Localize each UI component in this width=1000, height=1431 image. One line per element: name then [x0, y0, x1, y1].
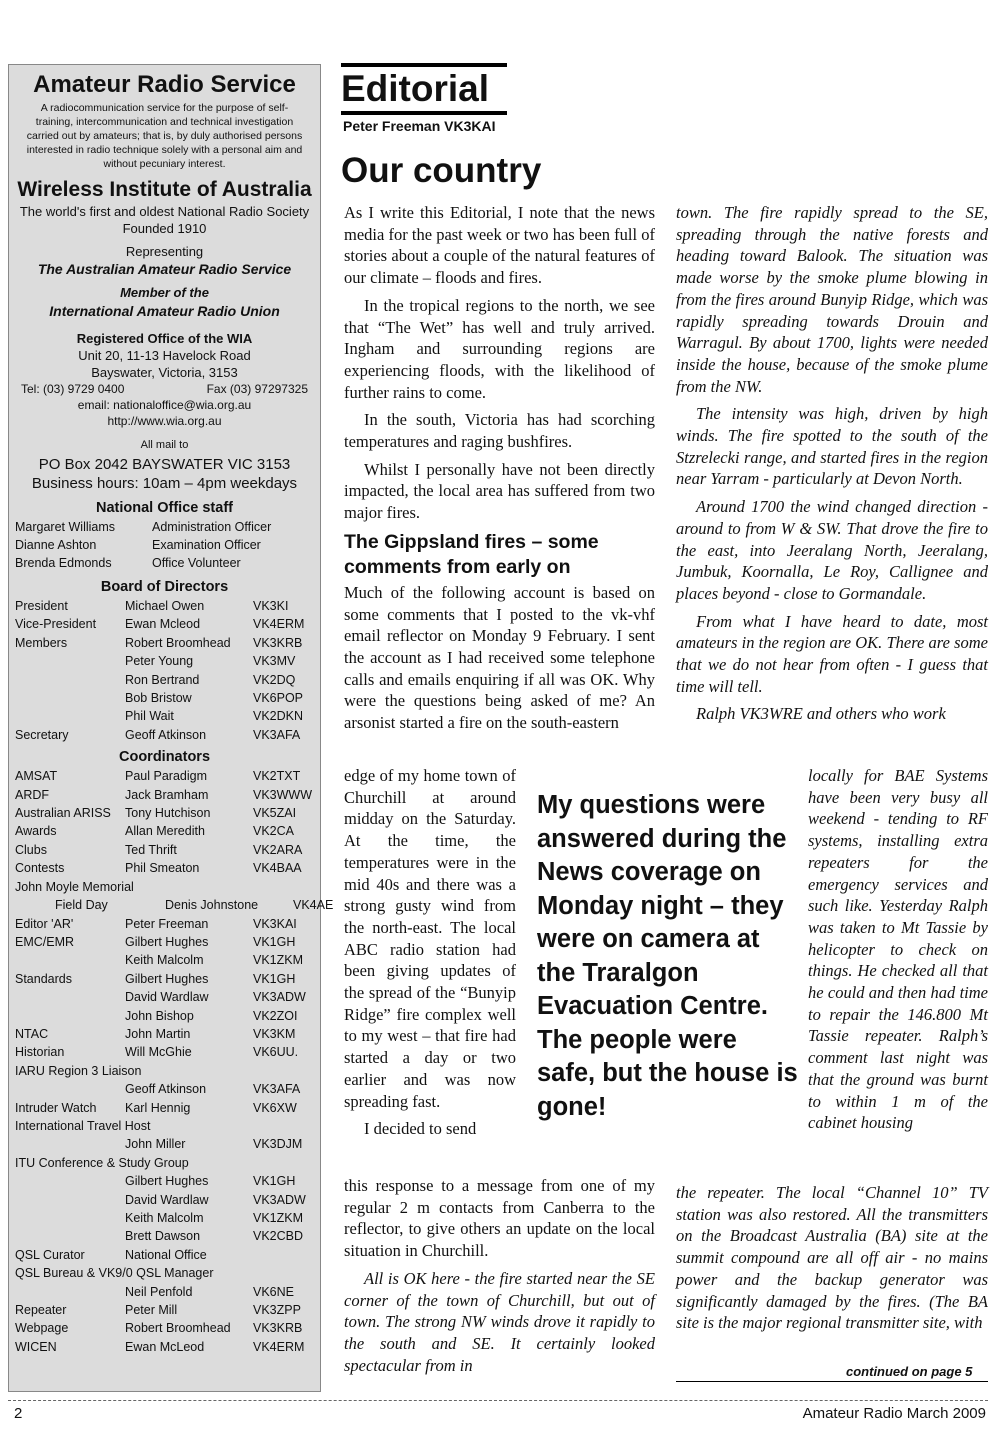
callsign: VK2CBD: [253, 1229, 304, 1244]
coordinators-heading: Coordinators: [118, 749, 211, 766]
callsign: VK2DQ: [253, 672, 296, 687]
callsign: VK5ZAI: [253, 806, 297, 821]
person-name: Gilbert Hughes: [125, 934, 209, 949]
paragraph: Much of the following account is based on some comments that I posted to the vk-vhf email reflector on Monday 9 February. I sent the account as I had received some telephone calls and emails enquiring if all was OK. Why were the questions being asked of me? An arsonist started a fire on the south-eastern: [344, 582, 655, 733]
paragraph: From what I have heard to date, most amateurs in the region are OK. There are some that we do not hear from often - I guess that time will tell.: [676, 611, 988, 696]
wia-name: Wireless Institute of Australia: [17, 178, 312, 201]
directory-row: [15, 1135, 314, 1153]
directory-row: [15, 1227, 314, 1245]
person-name: Ted Thrift: [125, 842, 177, 857]
directory-row: [15, 707, 314, 725]
pull-quote: My questions were answered during the News coverage on Monday night – they were on camera at the Traralgon Evacuation Centre. The people were safe, but the house is gone!: [537, 791, 798, 1121]
role-label: NTAC: [15, 1026, 49, 1041]
directory-row: [15, 634, 314, 652]
article-column-2-bottom: the repeater. The local “Channel 10” TV station was also restored. All the transmitters on the Broadcast Australia (BA) site at the summit compound are all off air - no mains power and the backup generator was significantly damaged by the fires. (The BA site is the major regional transmitter site, with: [676, 1183, 988, 1333]
directory-row: [15, 951, 314, 969]
directory-row: [15, 1338, 314, 1356]
person-name: Peter Freeman: [125, 916, 209, 931]
callsign: VK3KRB: [253, 635, 303, 650]
callsign: VK4ERM: [253, 617, 305, 632]
directory-row: [15, 652, 314, 670]
person-name: Robert Broomhead: [125, 635, 231, 650]
person-name: Gilbert Hughes: [125, 1174, 209, 1189]
article-column-1: [344, 202, 655, 740]
article-column-1-narrow: [344, 765, 516, 1140]
role-label: [15, 988, 125, 1006]
role-label: [15, 1209, 125, 1227]
directory-row: [15, 1025, 314, 1043]
article-column-2: [676, 202, 988, 731]
role-label: Standards: [15, 971, 72, 986]
sidebar-title: Amateur Radio Service: [33, 71, 296, 98]
coordinators-list: [15, 767, 334, 1356]
callsign: VK6NE: [253, 1284, 294, 1299]
person-name: Will McGhie: [125, 1045, 192, 1060]
office-title: Registered Office of the WIA: [76, 331, 253, 346]
wia-founded: Founded 1910: [122, 221, 207, 236]
paragraph: The intensity was high, driven by high winds. The fire spotted to the south of the Stzrelecki range, and started fires in the region near Yarram - particularly at Devon North.: [676, 404, 988, 489]
role-label: John Moyle Memorial: [15, 879, 134, 894]
directory-row: [15, 726, 314, 744]
role-label: Editor 'AR': [15, 916, 74, 931]
person-name: Ewan McLeod: [125, 1339, 205, 1354]
publication-title: Amateur Radio March 2009: [802, 1405, 986, 1422]
role-label: WICEN: [15, 1339, 57, 1354]
member-of-label: Member of the: [120, 285, 209, 300]
person-name: Brett Dawson: [125, 1229, 201, 1244]
directory-row: [15, 841, 314, 859]
paragraph: this response to a message from one of my regular 2 m contacts from Canberra to the reflector, to give others an update on the local situation in Churchill.: [344, 1176, 655, 1261]
directory-row: [15, 1301, 314, 1319]
person-name: Robert Broomhead: [125, 1321, 231, 1336]
service-name: The Australian Amateur Radio Service: [37, 261, 292, 277]
article-subheading: The Gippsland fires – some comments from early on: [344, 530, 599, 578]
po-box: PO Box 2042 BAYSWATER VIC 3153: [38, 456, 291, 473]
person-name: David Wardlaw: [125, 990, 209, 1005]
paragraph: Around 1700 the wind changed direction - around to from W & SW. That drove the fire to the east, into Jeeralang North, Jeeralang, Jumbuk, Koornalla, Le Roy, Callignee and places beyond - close to Gormandale.: [676, 497, 988, 603]
callsign: VK2ARA: [253, 842, 303, 857]
directory-row: [15, 1043, 314, 1061]
person-name: Michael Owen: [125, 599, 205, 613]
person-name: National Office: [125, 1247, 207, 1262]
person-name: Tony Hutchison: [125, 806, 211, 821]
role-label: Intruder Watch: [15, 1100, 97, 1115]
directory-row: [15, 671, 314, 689]
person-name: John Martin: [125, 1026, 191, 1041]
callsign: VK6POP: [253, 691, 304, 706]
role-label: Examination Officer: [152, 538, 261, 552]
directory-row: [15, 1007, 314, 1025]
paragraph: Ralph VK3WRE and others who work: [696, 704, 946, 724]
paragraph: In the tropical regions to the north, we see that “The Wet” has well and truly arrived. Ingham and surrounding regions are experiencing floods, with the likelihood of further rains to come.: [344, 295, 655, 402]
directory-row: [15, 915, 314, 933]
role-label: Clubs: [15, 842, 47, 857]
role-label: [15, 951, 125, 969]
person-name: Brenda Edmonds: [15, 556, 112, 570]
article-headline: Our country: [341, 151, 542, 190]
role-label: [15, 1172, 125, 1190]
role-label: Repeater: [15, 1303, 67, 1318]
role-label: ITU Conference & Study Group: [15, 1155, 189, 1170]
role-label: Secretary: [15, 727, 69, 742]
directory-row: [15, 1062, 314, 1080]
staff-heading: National Office staff: [96, 500, 233, 516]
callsign: VK3WWW: [253, 787, 313, 802]
directory-row: [15, 896, 334, 914]
directory-row: [15, 1209, 314, 1227]
section-header: [341, 63, 507, 115]
byline: Peter Freeman VK3KAI: [343, 118, 496, 134]
directory-row: [15, 988, 314, 1006]
person-name: Margaret Williams: [15, 520, 116, 534]
email-address[interactable]: email: nationaloffice@wia.org.au: [77, 398, 252, 412]
directory-row: [15, 597, 314, 615]
phone-number: Tel: (03) 9729 0400: [21, 382, 125, 396]
sidebar-info-box: [8, 64, 334, 1392]
address-line-2: Bayswater, Victoria, 3153: [91, 365, 238, 380]
person-name: David Wardlaw: [125, 1192, 209, 1207]
callsign: VK6XW: [253, 1100, 297, 1115]
person-name: John Bishop: [125, 1008, 194, 1023]
directory-row: [15, 1283, 314, 1301]
directory-row: [15, 1080, 314, 1098]
callsign: VK3KRB: [253, 1321, 303, 1336]
footer-divider: [8, 1400, 988, 1401]
role-label: [15, 707, 125, 725]
paragraph: I decided to send: [364, 1119, 477, 1139]
directory-row: [15, 1154, 314, 1172]
directory-row: [15, 554, 314, 572]
role-label: ARDF: [15, 787, 50, 802]
directory-row: [15, 689, 314, 707]
role-label: EMC/EMR: [15, 934, 75, 949]
callsign: VK3AFA: [253, 727, 301, 742]
person-name: Geoff Atkinson: [125, 1082, 207, 1097]
callsign: VK3ZPP: [253, 1303, 301, 1318]
role-label: Field Day: [55, 898, 108, 913]
board-heading: Board of Directors: [100, 579, 229, 595]
person-name: Phil Smeaton: [125, 861, 200, 876]
web-address[interactable]: http://www.wia.org.au: [107, 414, 222, 428]
divider: [676, 1381, 988, 1382]
role-label: International Travel Host: [15, 1118, 151, 1133]
callsign: VK1GH: [253, 971, 296, 986]
directory-row: [15, 518, 314, 536]
role-label: [15, 1191, 125, 1209]
person-name: Karl Hennig: [125, 1100, 191, 1115]
role-label: [15, 1080, 125, 1098]
callsign: VK1ZKM: [253, 1211, 304, 1225]
role-label: [15, 1227, 125, 1245]
callsign: VK4AE: [293, 898, 334, 913]
callsign: VK1GH: [253, 934, 296, 949]
role-label: Contests: [15, 861, 65, 876]
directory-row: [15, 1191, 314, 1209]
paragraph: Whilst I personally have not been directly impacted, the local area has suffered from two major fires.: [344, 459, 655, 523]
paragraph: town. The fire rapidly spread to the SE, spreading through the native forests and heading toward Balook. The situation was made worse by the smoke plume blowing in from the fires around Bunyip Ridge, which was rapidly spreading towards Drouin and Warragul. By about 1700, lights were needed inside the house, because of the smoke plume from the NW.: [676, 203, 988, 396]
person-name: Phil Wait: [125, 709, 174, 724]
directory-row: [15, 1099, 314, 1117]
page-number: 2: [14, 1405, 23, 1422]
directory-row: [15, 878, 314, 896]
callsign: VK3ADW: [253, 990, 306, 1005]
directory-row: [15, 1246, 314, 1264]
board-list: [15, 597, 314, 744]
sidebar-description: A radiocommunication service for the purpose of self-training, intercommunication and technical investigation carried out by amateurs; that is, by duly authorised persons interested in radio technique solely with a personal aim and without pecuniary interest.: [26, 102, 303, 170]
role-label: President: [15, 599, 68, 613]
callsign: VK2CA: [253, 824, 294, 839]
all-mail-label: All mail to: [140, 439, 189, 451]
paragraph: edge of my home town of Churchill at around midday on the Saturday. At the time, the temperatures were in the mid 40s and there was a strong gusty wind from the north-east. The local ABC radio station had been giving updates of the spread of the “Bunyip Ridge” fire complex well to my west – that fire had started a day or two earlier and was now spreading fast.: [344, 766, 516, 1111]
person-name: Paul Paradigm: [125, 769, 207, 784]
callsign: VK4ERM: [253, 1339, 305, 1354]
callsign: [253, 1246, 314, 1264]
continued-note: continued on page 5: [846, 1364, 973, 1379]
role-label: Administration Officer: [152, 520, 272, 534]
role-label: Office Volunteer: [152, 556, 241, 570]
business-hours: Business hours: 10am – 4pm weekdays: [31, 475, 298, 492]
role-label: Webpage: [15, 1321, 69, 1336]
directory-row: [15, 786, 314, 804]
role-label: QSL Curator: [15, 1247, 85, 1262]
callsign: VK1ZKM: [253, 953, 304, 968]
person-name: Keith Malcolm: [125, 953, 204, 968]
callsign: VK3KI: [253, 599, 289, 613]
directory-row: [15, 1117, 314, 1135]
callsign: VK2DKN: [253, 709, 304, 724]
role-label: Historian: [15, 1045, 65, 1060]
person-name: Jack Bramham: [125, 787, 209, 802]
directory-row: [15, 822, 314, 840]
callsign: VK3MV: [253, 654, 296, 669]
role-label: IARU Region 3 Liaison: [15, 1063, 142, 1078]
person-name: Bob Bristow: [125, 691, 192, 706]
callsign: VK3AFA: [253, 1082, 301, 1097]
role-label: [15, 652, 125, 670]
directory-row: [15, 804, 314, 822]
callsign: VK1GH: [253, 1174, 296, 1189]
role-label: Members: [15, 635, 68, 650]
section-title: Editorial: [341, 68, 490, 109]
directory-row: [15, 859, 314, 877]
callsign: VK3ADW: [253, 1192, 306, 1207]
role-label: [15, 1135, 125, 1153]
role-label: [15, 1007, 125, 1025]
person-name: John Miller: [125, 1137, 186, 1152]
callsign: VK3DJM: [253, 1137, 303, 1152]
directory-row: [15, 933, 314, 951]
person-name: Denis Johnstone: [165, 898, 259, 913]
article-column-2-narrow: locally for BAE Systems have been very busy all weekend - tending to RF systems, installing extra repeaters for the emergency services and such like. Yesterday Ralph was taken to Mt Tassie by helicopter to check on things. He checked all that he could and then had time to repair the 146.800 Mt Tassie repeater. Ralph’s comment last night was that the ground was burnt to within 1 m of the cabinet housing: [808, 766, 988, 1133]
wia-tagline: The world's first and oldest National Radio Society: [19, 204, 310, 219]
directory-row: [15, 615, 314, 633]
callsign: VK3KAI: [253, 916, 297, 931]
role-label: Awards: [15, 824, 57, 839]
role-label: [15, 671, 125, 689]
person-name: Peter Mill: [125, 1303, 178, 1318]
person-name: Keith Malcolm: [125, 1211, 204, 1225]
callsign: VK2ZOI: [253, 1008, 298, 1023]
callsign: VK2TXT: [253, 769, 301, 784]
paragraph: As I write this Editorial, I note that the news media for the past week or two has been full of stories about a couple of the natural features of our climate – floods and fires.: [344, 203, 655, 288]
person-name: Ron Bertrand: [125, 672, 200, 687]
paragraph: In the south, Victoria has had scorching temperatures and raging bushfires.: [344, 410, 655, 452]
article-column-1-bottom: [344, 1175, 655, 1382]
callsign: VK3KM: [253, 1026, 296, 1041]
role-label: [15, 689, 125, 707]
directory-row: [15, 536, 314, 554]
person-name: Gilbert Hughes: [125, 971, 209, 986]
person-name: Neil Penfold: [125, 1284, 193, 1299]
representing-label: Representing: [125, 244, 204, 259]
callsign: VK6UU.: [253, 1045, 299, 1060]
role-label: Vice-President: [15, 617, 97, 632]
callsign: VK4BAA: [253, 861, 302, 876]
fax-number: Fax (03) 97297325: [206, 382, 308, 396]
address-line-1: Unit 20, 11-13 Havelock Road: [78, 348, 251, 363]
staff-list: [15, 518, 314, 572]
role-label: AMSAT: [15, 769, 58, 784]
directory-row: [15, 1319, 314, 1337]
directory-row: [15, 970, 314, 988]
role-label: QSL Bureau & VK9/0 QSL Manager: [15, 1266, 214, 1281]
role-label: Australian ARISS: [15, 806, 111, 821]
paragraph: All is OK here - the fire started near the SE corner of the town of Churchill, but out of town. The strong NW winds drove it rapidly to the south and SE. It certainly looked spectacular from in: [344, 1268, 655, 1375]
role-label: [15, 1283, 125, 1301]
directory-row: [15, 1172, 314, 1190]
person-name: Ewan Mcleod: [125, 617, 201, 632]
iaru-name: International Amateur Radio Union: [49, 303, 280, 319]
phone-fax-row: [15, 381, 314, 397]
person-name: Geoff Atkinson: [125, 727, 207, 742]
directory-row: [15, 767, 314, 785]
directory-row: [15, 1264, 314, 1282]
person-name: Peter Young: [125, 654, 194, 669]
person-name: Allan Meredith: [125, 824, 205, 839]
person-name: Dianne Ashton: [15, 538, 97, 552]
